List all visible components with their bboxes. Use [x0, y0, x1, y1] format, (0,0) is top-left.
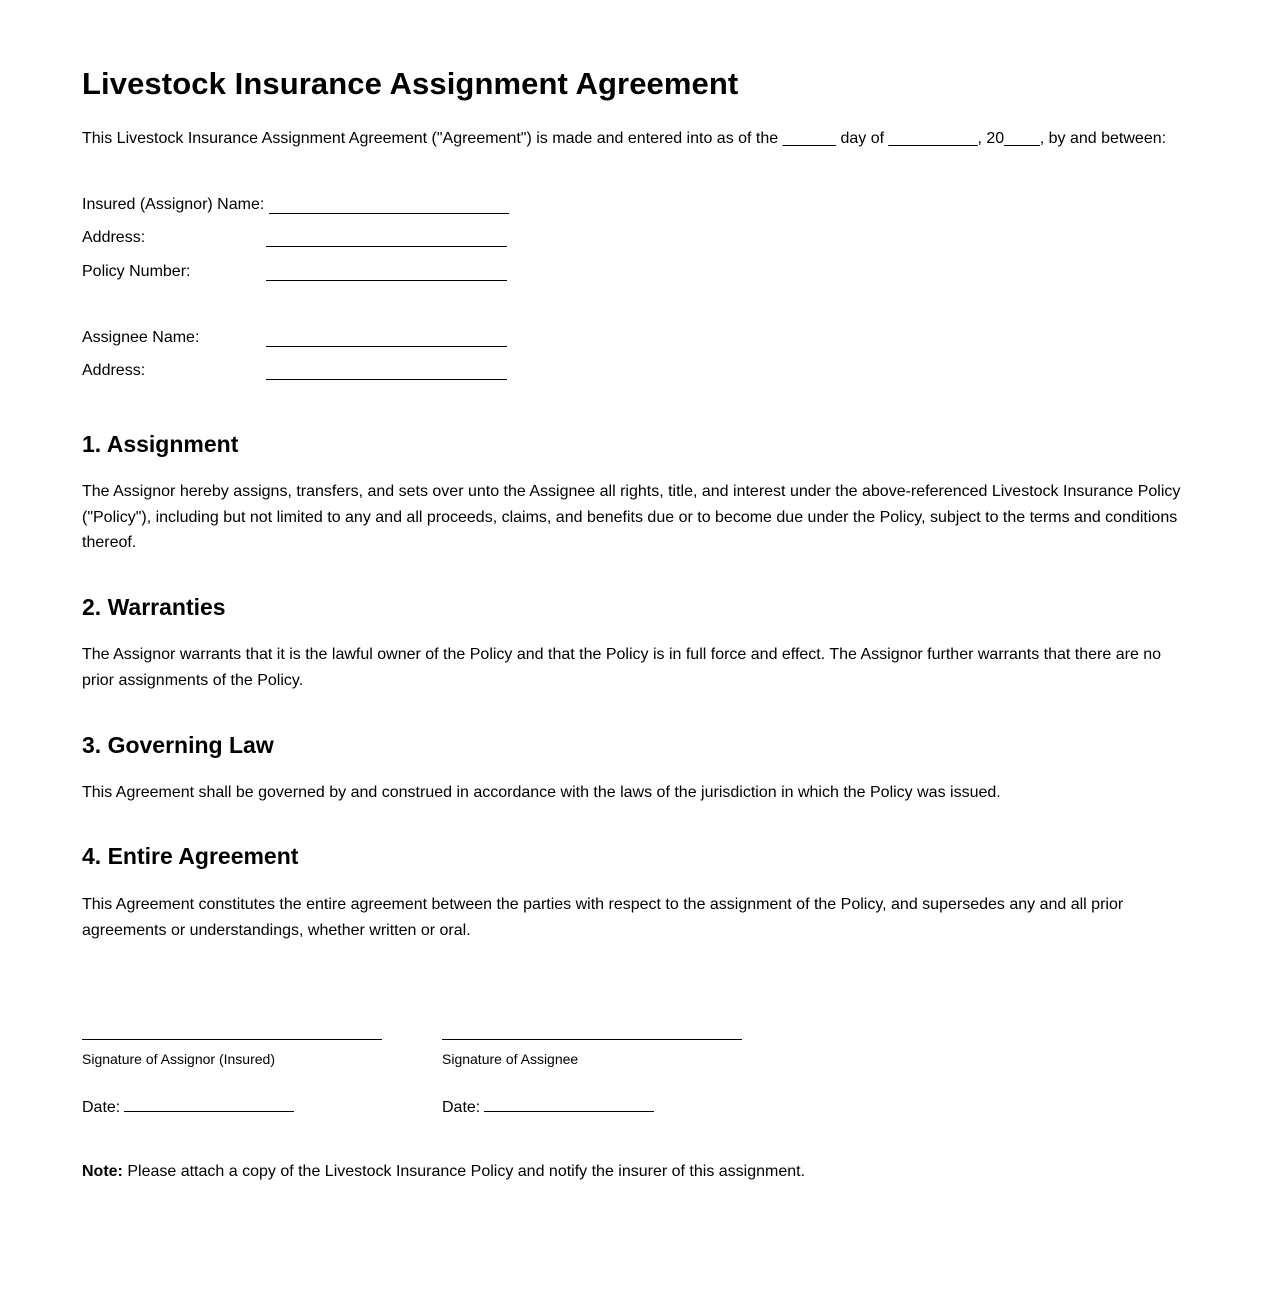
assignor-signature-line[interactable] — [82, 1039, 382, 1040]
document-title: Livestock Insurance Assignment Agreement — [82, 66, 739, 101]
assignor-date-field[interactable] — [82, 1097, 294, 1117]
note — [82, 1163, 805, 1181]
date-label: Date: — [442, 1099, 481, 1116]
assignee-signature-line[interactable] — [442, 1039, 742, 1040]
assignee-address-line[interactable] — [266, 379, 507, 380]
assignor-address-line[interactable] — [266, 246, 507, 247]
assignor-name-line[interactable] — [269, 213, 509, 214]
policy-number-line[interactable] — [266, 280, 507, 281]
section-body-governing-law: This Agreement shall be governed by and construed in accordance with the laws of the jurisdiction in which the Policy was issued. — [82, 784, 1001, 801]
section-heading-governing-law: 3. Governing Law — [82, 732, 274, 758]
date-label: Date: — [82, 1099, 121, 1116]
field-label: Address: — [82, 362, 146, 379]
assignor-date-line[interactable] — [124, 1097, 294, 1112]
assignee-signature-label: Signature of Assignee — [442, 1051, 579, 1067]
section-heading-assignment: 1. Assignment — [82, 431, 239, 457]
note-label: Note: — [82, 1163, 123, 1180]
field-label: Policy Number: — [82, 263, 191, 280]
section-body-warranties: The Assignor warrants that it is the lawful owner of the Policy and that the Policy is in full force and effect. The Assignor further warrants that there are no prior assignments of the Policy. — [82, 646, 1162, 689]
field-label: Insured (Assignor) Name: — [82, 196, 265, 213]
assignee-date-line[interactable] — [484, 1097, 654, 1112]
assignee-date-field[interactable] — [442, 1097, 654, 1117]
section-heading-entire-agreement: 4. Entire Agreement — [82, 843, 299, 869]
section-heading-warranties: 2. Warranties — [82, 594, 226, 620]
field-label: Assignee Name: — [82, 329, 200, 346]
assignee-name-line[interactable] — [266, 346, 507, 347]
section-body-assignment: The Assignor hereby assigns, transfers, and sets over unto the Assignee all rights, title, and interest under the above-referenced Livestock Insurance Policy ("Policy"), including but not limited to any and all proceeds, claims, and benefits due or to become due under the Policy, subject to the terms and conditions thereof. — [82, 483, 1181, 551]
field-label: Address: — [82, 229, 146, 246]
assignor-signature-label: Signature of Assignor (Insured) — [82, 1051, 275, 1067]
intro-paragraph: This Livestock Insurance Assignment Agreement ("Agreement") is made and entered into as of the ______ day of __________, 20____, by and between: — [82, 130, 1167, 147]
section-body-entire-agreement: This Agreement constitutes the entire agreement between the parties with respect to the assignment of the Policy, and supersedes any and all prior agreements or understandings, whether written or oral. — [82, 896, 1124, 939]
note-text: Please attach a copy of the Livestock Insurance Policy and notify the insurer of this assignment. — [122, 1163, 806, 1180]
